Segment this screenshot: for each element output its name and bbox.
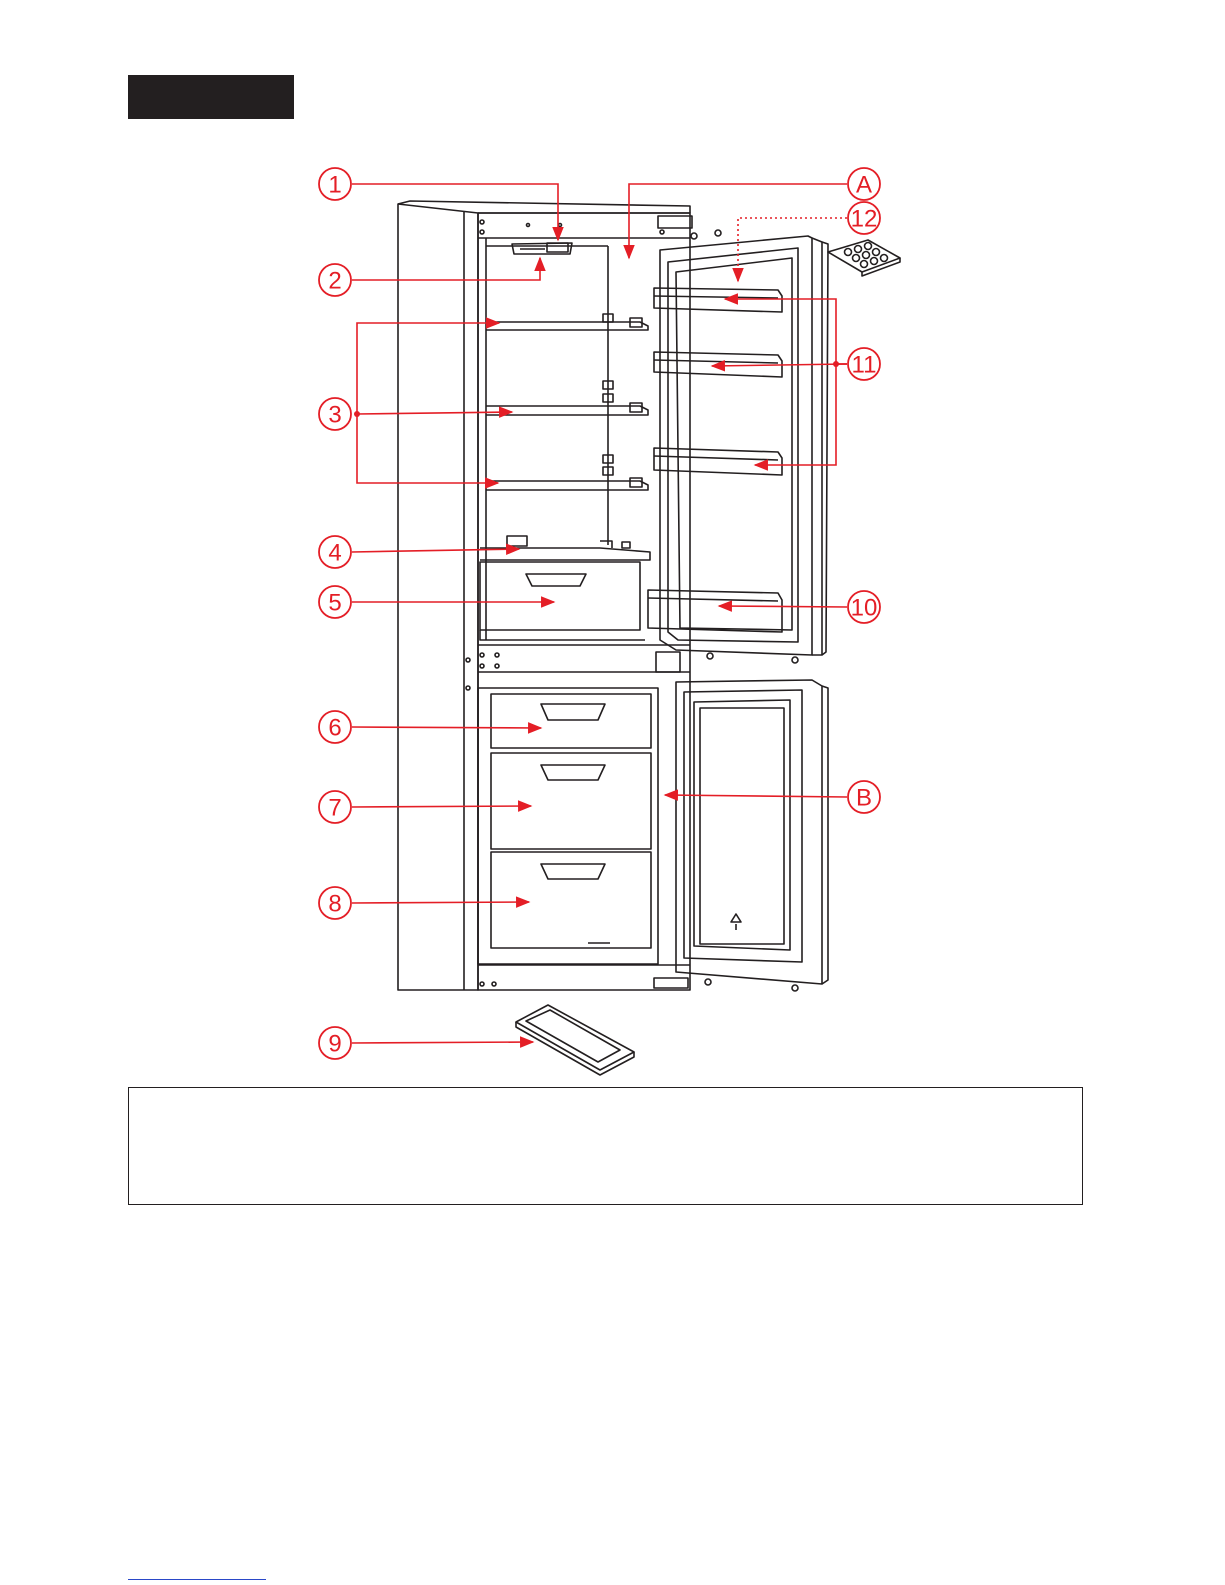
leader-10 [719, 606, 847, 607]
control-panel [512, 243, 572, 254]
appliance-line-art [398, 201, 900, 1075]
leader-2 [352, 258, 540, 280]
note-box [128, 1087, 1083, 1205]
freezer-door [676, 680, 828, 991]
crisper-cover [480, 536, 650, 560]
callout-label-2: 2 [328, 267, 342, 295]
callout-label-5: 5 [328, 589, 342, 617]
crisper-drawer [480, 562, 645, 640]
fridge-door [660, 230, 828, 663]
callout-label-8: 8 [328, 890, 342, 918]
ice-tray [516, 1005, 634, 1075]
leader-8 [352, 902, 529, 903]
callout-label-A: A [855, 171, 873, 199]
freezer-interior [478, 688, 658, 964]
callout-label-6: 6 [328, 714, 342, 742]
callout-label-9: 9 [328, 1030, 342, 1058]
callout-labels [328, 172, 877, 1058]
callout-label-1: 1 [328, 171, 342, 199]
callout-label-B: B [855, 784, 873, 812]
leader-3-mid [357, 412, 512, 414]
callout-label-3: 3 [328, 401, 342, 429]
shelf-supports [603, 314, 642, 487]
footer-rule [128, 1579, 266, 1580]
callout-markers [319, 168, 880, 1059]
leader-7 [352, 806, 531, 807]
leader-3-bot [357, 414, 498, 483]
callout-label-7: 7 [328, 794, 342, 822]
divider-screws [466, 652, 680, 690]
glass-shelves [486, 322, 648, 490]
callout-label-12: 12 [850, 205, 878, 233]
leader-B [665, 795, 847, 797]
callout-label-10: 10 [850, 594, 878, 622]
leader-9 [352, 1042, 533, 1043]
egg-tray-top [828, 240, 900, 276]
bottom-hinge [480, 978, 688, 988]
callout-leaders [352, 184, 847, 1043]
leader-4 [352, 549, 519, 552]
leader-1 [352, 184, 558, 240]
leader-6 [352, 727, 541, 728]
callout-label-4: 4 [328, 539, 342, 567]
leader-11-bot [755, 364, 847, 465]
top-hinge [480, 216, 692, 234]
callout-label-11: 11 [851, 351, 877, 379]
